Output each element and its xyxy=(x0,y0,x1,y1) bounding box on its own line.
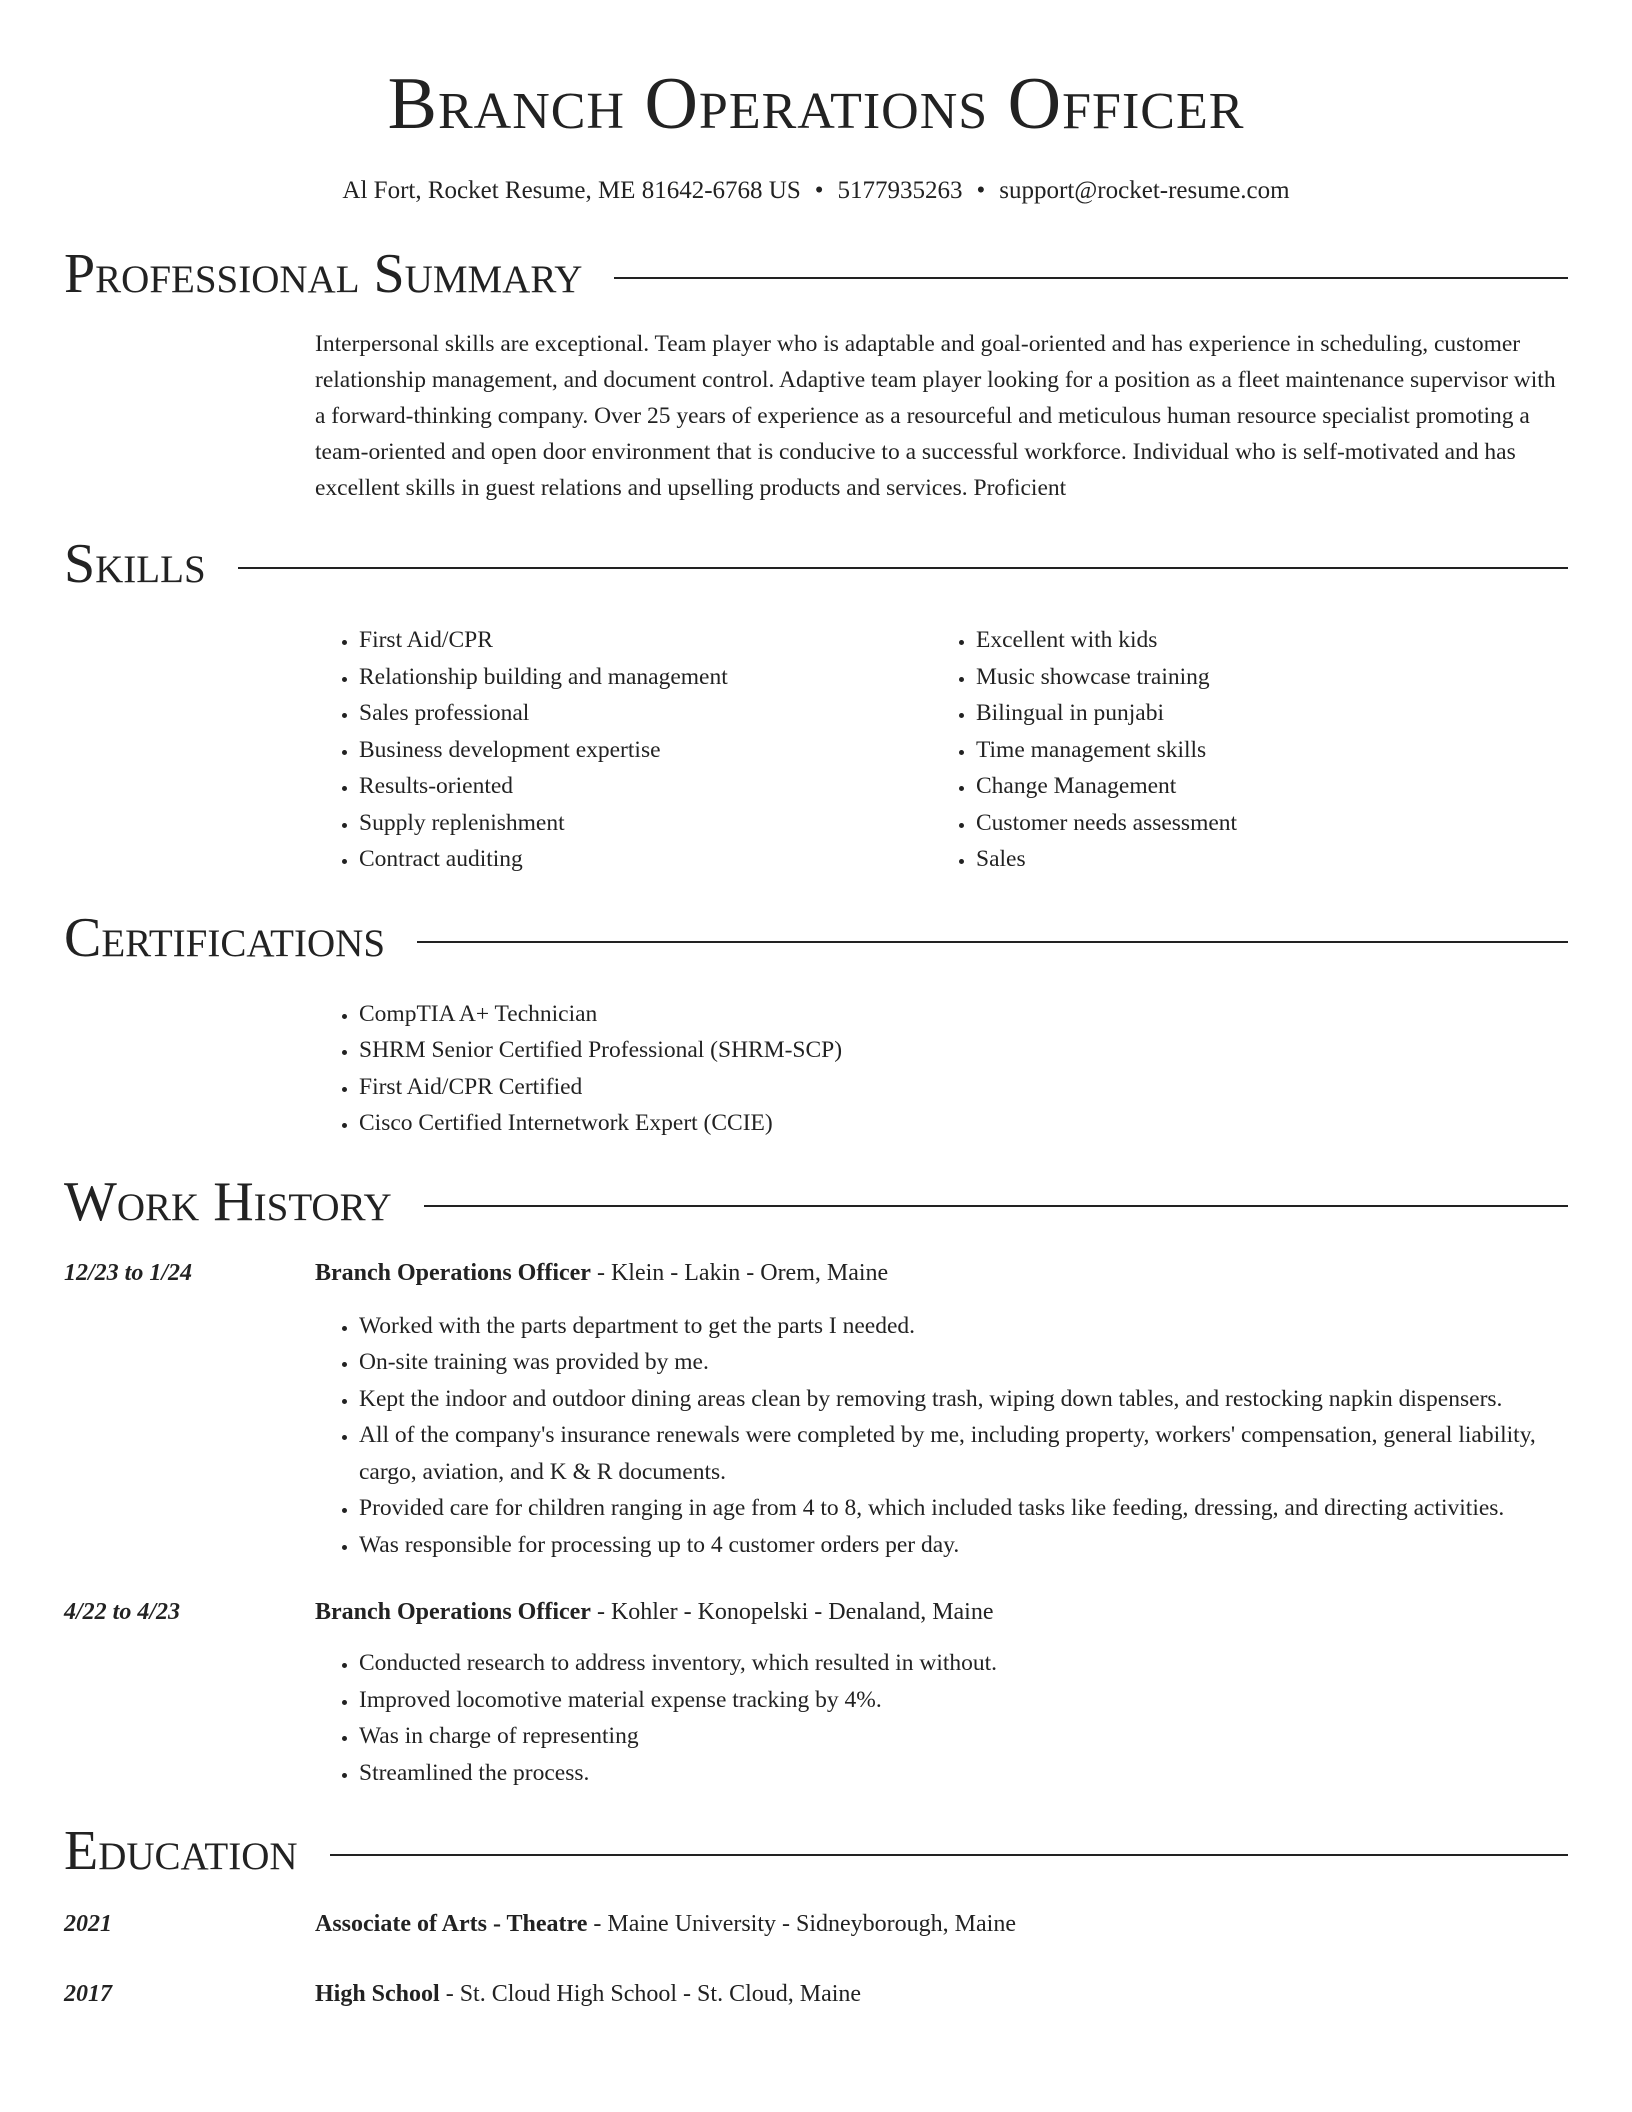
education-year: 2017 xyxy=(64,1981,112,2007)
skill-item: • Contract auditing xyxy=(359,841,932,878)
skills-list-right xyxy=(932,622,1549,878)
skill-item: • Supply replenishment xyxy=(359,805,932,842)
education-school: - St. Cloud High School - St. Cloud, Maine xyxy=(439,1981,862,2007)
section-divider xyxy=(614,277,1568,279)
skill-item: • Business development expertise xyxy=(359,732,932,769)
skill-item: • Sales professional xyxy=(359,695,932,732)
section-title: Skills xyxy=(64,533,206,595)
skills-columns xyxy=(315,622,1568,878)
section-divider xyxy=(424,1205,1568,1207)
job-bullet: • Was in charge of representing xyxy=(359,1718,1568,1755)
job-details xyxy=(315,1595,1568,1791)
section-header xyxy=(64,242,1568,306)
education-entry xyxy=(64,1907,1568,1941)
contact-address: Al Fort, Rocket Resume, ME 81642-6768 US xyxy=(342,177,801,204)
skill-item: • Relationship building and management xyxy=(359,659,932,696)
education-section xyxy=(64,1819,1568,2011)
skills-column-right xyxy=(932,622,1549,878)
certification-item: • SHRM Senior Certified Professional (SHRM-SCP) xyxy=(359,1032,1568,1069)
skill-item: • Bilingual in punjabi xyxy=(976,695,1549,732)
job-title-line xyxy=(315,1595,1568,1629)
job-bullet: • Conducted research to address inventory, which resulted in without. xyxy=(359,1645,1568,1682)
summary-text: Interpersonal skills are exceptional. Team player who is adaptable and goal-oriented and has experience in scheduling, customer relationship management, and document control. Adaptive team player looking for a position as a fleet maintenance supervisor with a forward-thinking company. Over 25 years of experience as a resourceful and meticulous human resource specialist promoting a team-oriented and open door environment that is conducive to a successful workforce. Individual who is self-motivated and has excellent skills in guest relations and upselling products and services. Proficient xyxy=(315,331,1556,501)
section-title: Professional Summary xyxy=(64,243,583,305)
contact-separator: • xyxy=(814,177,824,204)
skills-section xyxy=(64,532,1568,878)
skill-item: • Results-oriented xyxy=(359,768,932,805)
job-details xyxy=(315,1256,1568,1564)
job-bullet: • Kept the indoor and outdoor dining areas clean by removing trash, wiping down tables, and restocking napkin dispensers. xyxy=(359,1381,1568,1418)
education-school: - Maine University - Sidneyborough, Maine xyxy=(587,1911,1016,1937)
education-line xyxy=(315,1977,861,2011)
job-entry xyxy=(64,1595,1568,1791)
job-title-line xyxy=(315,1256,1568,1290)
skill-item: • First Aid/CPR xyxy=(359,622,932,659)
job-bullet: • Was responsible for processing up to 4 customer orders per day. xyxy=(359,1527,1568,1564)
education-degree: High School xyxy=(315,1981,440,2007)
job-bullets xyxy=(315,1308,1568,1564)
education-year: 2021 xyxy=(64,1911,112,1937)
skill-item: • Excellent with kids xyxy=(976,622,1549,659)
job-position: Branch Operations Officer xyxy=(315,1599,591,1625)
job-position: Branch Operations Officer xyxy=(315,1259,591,1286)
education-degree: Associate of Arts - Theatre xyxy=(315,1911,588,1937)
certifications-section xyxy=(64,906,1568,1142)
job-entry xyxy=(64,1256,1568,1564)
contact-separator: • xyxy=(976,177,986,204)
skill-item: • Sales xyxy=(976,841,1549,878)
skill-item: • Music showcase training xyxy=(976,659,1549,696)
job-bullet: • On-site training was provided by me. xyxy=(359,1344,1568,1381)
section-header xyxy=(64,1170,1568,1234)
job-bullet: • Worked with the parts department to get the parts I needed. xyxy=(359,1308,1568,1345)
job-dates: 12/23 to 1/24 xyxy=(64,1259,193,1286)
skill-item: • Change Management xyxy=(976,768,1549,805)
job-bullet: • Streamlined the process. xyxy=(359,1755,1568,1792)
skills-list-left xyxy=(315,622,932,878)
section-divider xyxy=(238,567,1568,569)
job-bullet: • All of the company's insurance renewals were completed by me, including property, workers' compensation, general liability, cargo, aviation, and K & R documents. xyxy=(359,1417,1568,1490)
section-header xyxy=(64,1819,1568,1883)
contact-email: support@rocket-resume.com xyxy=(999,177,1290,204)
section-divider xyxy=(417,941,1568,943)
job-bullets xyxy=(315,1645,1568,1791)
contact-line xyxy=(64,176,1568,206)
skill-item: • Time management skills xyxy=(976,732,1549,769)
section-header xyxy=(64,532,1568,596)
certification-item: • Cisco Certified Internetwork Expert (CCIE) xyxy=(359,1105,1568,1142)
education-line xyxy=(315,1907,1016,1941)
section-divider xyxy=(330,1854,1568,1856)
job-bullet: • Provided care for children ranging in age from 4 to 8, which included tasks like feeding, dressing, and directing activities. xyxy=(359,1490,1568,1527)
summary-section xyxy=(64,242,1568,506)
section-header xyxy=(64,906,1568,970)
job-employer: - Klein - Lakin - Orem, Maine xyxy=(590,1259,889,1286)
skill-item: • Customer needs assessment xyxy=(976,805,1549,842)
certifications-body xyxy=(315,996,1568,1142)
job-bullet: • Improved locomotive material expense tracking by 4%. xyxy=(359,1682,1568,1719)
section-title: Certifications xyxy=(64,906,386,969)
section-title: Education xyxy=(64,1820,298,1882)
certifications-list xyxy=(315,996,1568,1142)
job-dates: 4/22 to 4/23 xyxy=(64,1599,181,1625)
section-title: Work History xyxy=(64,1170,392,1233)
work-history-section xyxy=(64,1170,1568,1792)
skills-column-left xyxy=(315,622,932,878)
certification-item: • CompTIA A+ Technician xyxy=(359,996,1568,1033)
certification-item: • First Aid/CPR Certified xyxy=(359,1069,1568,1106)
resume-name: Branch Operations Officer xyxy=(387,63,1245,145)
contact-phone: 5177935263 xyxy=(837,177,963,204)
education-entry xyxy=(64,1977,1568,2011)
job-employer: - Kohler - Konopelski - Denaland, Maine xyxy=(590,1599,994,1625)
